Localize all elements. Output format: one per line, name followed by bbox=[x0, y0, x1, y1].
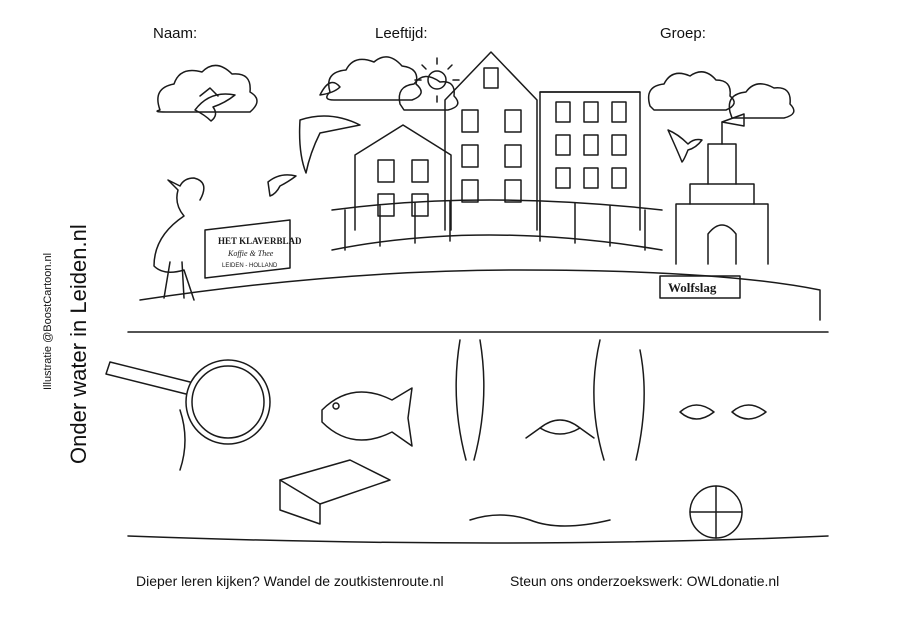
illustration-credit: Illustratie @BoostCartoon.nl bbox=[42, 252, 54, 390]
crate bbox=[280, 460, 390, 524]
fish-pair bbox=[680, 405, 766, 419]
fish-carp bbox=[322, 388, 412, 446]
shop-sign-city: LEIDEN - HOLLAND bbox=[222, 263, 278, 269]
shop-sign-name: HET KLAVERBLAD bbox=[218, 236, 302, 246]
cloud-left bbox=[157, 65, 257, 112]
magnifying-glass bbox=[106, 360, 270, 444]
footer-left-link[interactable]: Dieper leren kijken? Wandel de zoutkistenroute.nl bbox=[136, 573, 444, 589]
cloud-center bbox=[327, 57, 458, 110]
crab bbox=[526, 420, 594, 438]
seagull-large bbox=[300, 83, 360, 174]
house-right bbox=[540, 92, 640, 230]
bird-small bbox=[268, 175, 296, 196]
town-gate bbox=[676, 114, 768, 264]
name-label: Naam: bbox=[153, 25, 198, 42]
street-sign-name: Wolfslag bbox=[668, 280, 717, 295]
house-center bbox=[445, 52, 537, 230]
footer-right-link[interactable]: Steun ons onderzoekswerk: OWLdonatie.nl bbox=[510, 573, 780, 589]
seaweed bbox=[180, 340, 644, 470]
seagull-right bbox=[668, 130, 702, 162]
quay-wall bbox=[128, 270, 828, 332]
group-label: Groep: bbox=[660, 25, 706, 42]
house-left bbox=[355, 125, 451, 230]
side-title: Onder water in Leiden.nl bbox=[66, 224, 91, 464]
bicycle-wheel bbox=[690, 486, 742, 538]
seagull-left bbox=[195, 88, 235, 121]
age-label: Leeftijd: bbox=[375, 25, 428, 42]
eel bbox=[470, 515, 610, 526]
shop-sign-sub: Koffie & Thee bbox=[228, 249, 274, 258]
heron bbox=[154, 178, 204, 300]
bridge bbox=[332, 200, 662, 250]
cloud-right bbox=[649, 72, 794, 118]
